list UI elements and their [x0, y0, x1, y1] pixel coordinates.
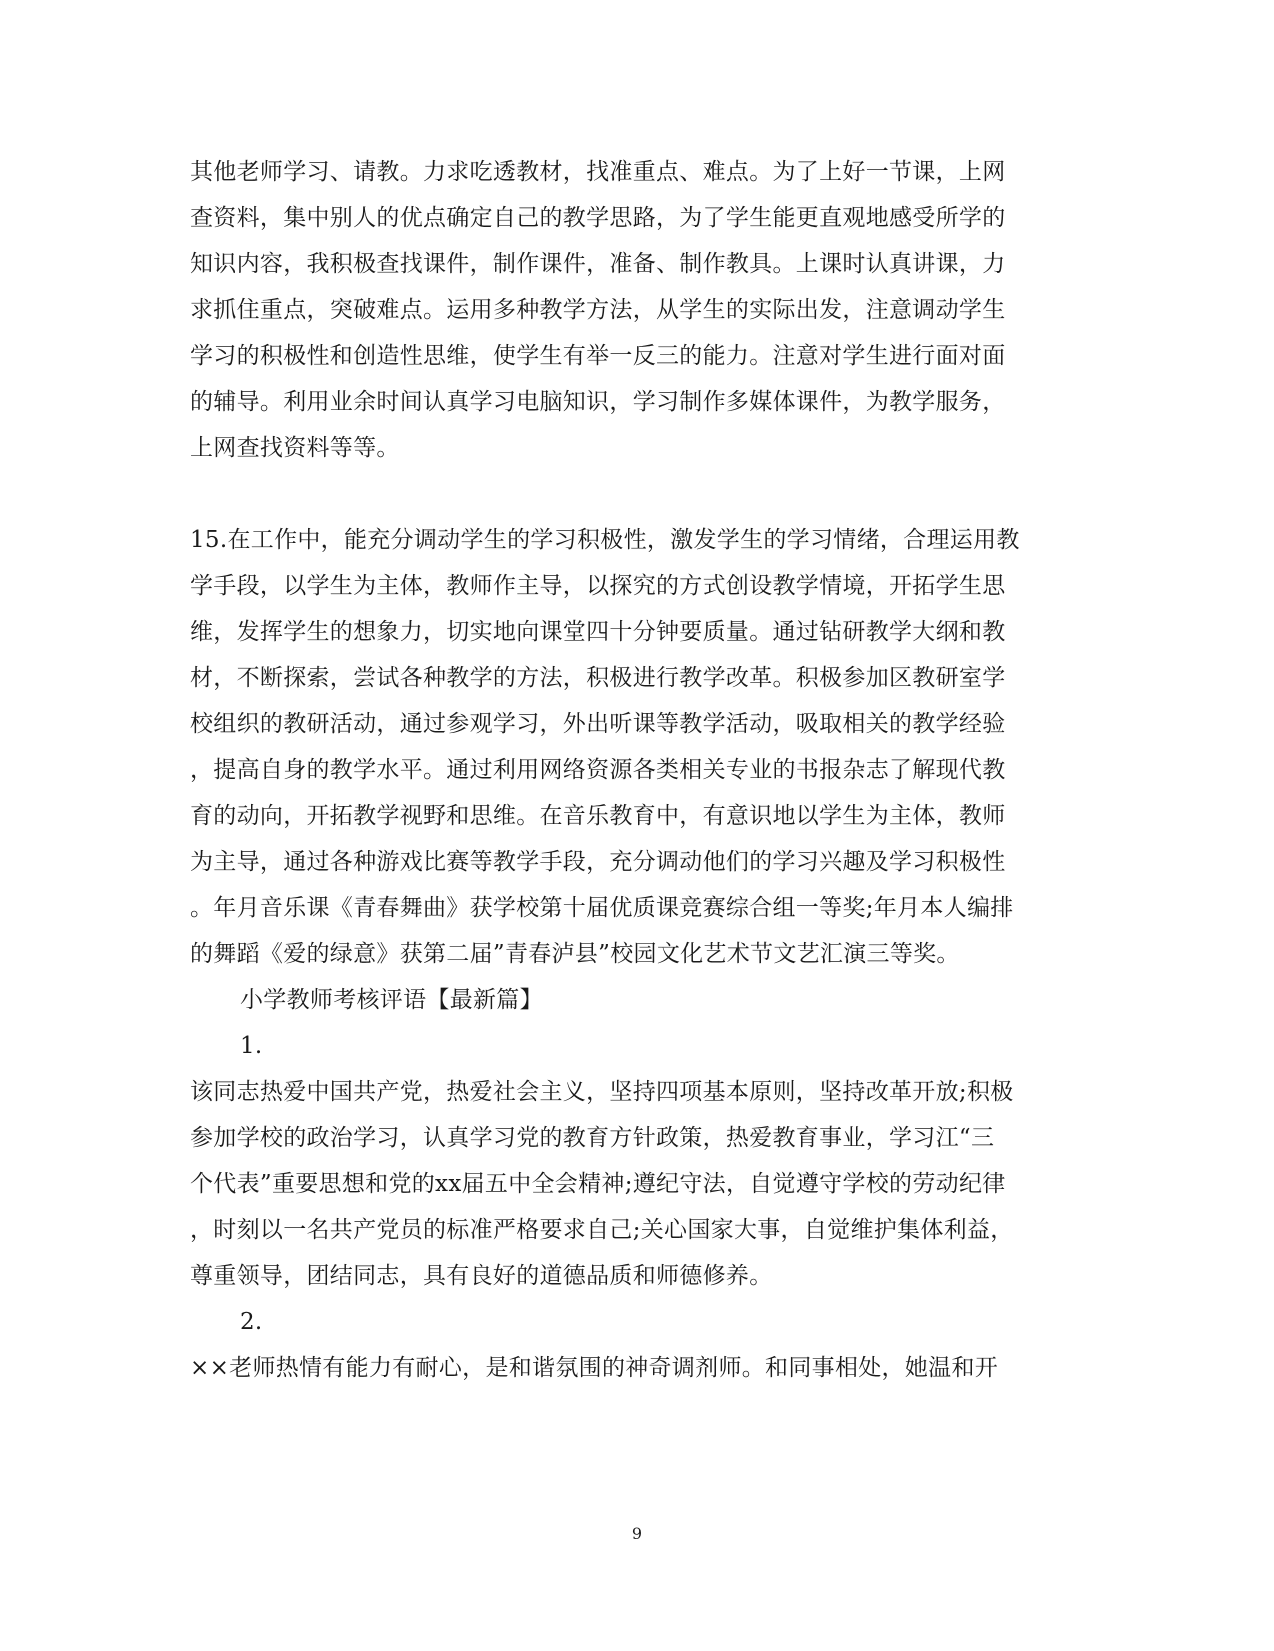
paragraph-line: 该同志热爱中国共产党，热爱社会主义，坚持四项基本原则，坚持改革开放;积极 — [190, 1079, 1014, 1105]
paragraph-line: 。年月音乐课《青春舞曲》获学校第十届优质课竞赛综合组一等奖;年月本人编排 — [190, 895, 1014, 921]
paragraph-line: 尊重领导，团结同志，具有良好的道德品质和师德修养。 — [190, 1263, 773, 1289]
paragraph-line: 校组织的教研活动，通过参观学习，外出听课等教学活动，吸取相关的教学经验 — [190, 711, 1006, 737]
paragraph-line: ××老师热情有能力有耐心，是和谐氛围的神奇调剂师。和同事相处，她温和开 — [190, 1355, 999, 1381]
page-number: 9 — [631, 1524, 643, 1543]
paragraph-line: 求抓住重点，突破难点。运用多种教学方法，从学生的实际出发，注意调动学生 — [190, 297, 1006, 323]
paragraph-line: 维，发挥学生的想象力，切实地向课堂四十分钟要质量。通过钻研教学大纲和教 — [190, 619, 1006, 645]
paragraph-line: 育的动向，开拓教学视野和思维。在音乐教育中，有意识地以学生为主体，教师 — [190, 803, 1006, 829]
paragraph-line: 学习的积极性和创造性思维，使学生有举一反三的能力。注意对学生进行面对面 — [190, 343, 1006, 369]
paragraph-line: ，提高自身的教学水平。通过利用网络资源各类相关专业的书报杂志了解现代教 — [190, 757, 1006, 783]
paragraph-line: 查资料，集中别人的优点确定自己的教学思路，为了学生能更直观地感受所学的 — [190, 205, 1006, 231]
section-title: 小学教师考核评语【最新篇】 — [240, 987, 543, 1013]
paragraph-line: 知识内容，我积极查找课件，制作课件，准备、制作教具。上课时认真讲课，力 — [190, 251, 1006, 277]
item-number: 1. — [240, 1033, 263, 1059]
paragraph-line: 个代表”重要思想和党的xx届五中全会精神;遵纪守法，自觉遵守学校的劳动纪律 — [190, 1171, 1006, 1197]
paragraph-line: 为主导，通过各种游戏比赛等教学手段，充分调动他们的学习兴趣及学习积极性 — [190, 849, 1006, 875]
paragraph-line: 参加学校的政治学习，认真学习党的教育方针政策，热爱教育事业，学习江“三 — [190, 1125, 995, 1151]
paragraph-line: 学手段，以学生为主体，教师作主导，以探究的方式创设教学情境，开拓学生思 — [190, 573, 1006, 599]
paragraph-line: ，时刻以一名共产党员的标准严格要求自己;关心国家大事，自觉维护集体利益， — [190, 1217, 1014, 1243]
paragraph-line: 其他老师学习、请教。力求吃透教材，找准重点、难点。为了上好一节课，上网 — [190, 159, 1006, 185]
paragraph-line: 材，不断探索，尝试各种教学的方法，积极进行教学改革。积极参加区教研室学 — [190, 665, 1006, 691]
paragraph-line: 的舞蹈《爱的绿意》获第二届”青春泸县”校园文化艺术节文艺汇演三等奖。 — [190, 941, 960, 967]
paragraph-line: 15.在工作中，能充分调动学生的学习积极性，激发学生的学习情绪，合理运用教 — [190, 527, 1020, 553]
paragraph-line: 的辅导。利用业余时间认真学习电脑知识，学习制作多媒体课件，为教学服务， — [190, 389, 1006, 415]
paragraph-line: 上网查找资料等等。 — [190, 435, 400, 461]
item-number: 2. — [240, 1309, 263, 1335]
